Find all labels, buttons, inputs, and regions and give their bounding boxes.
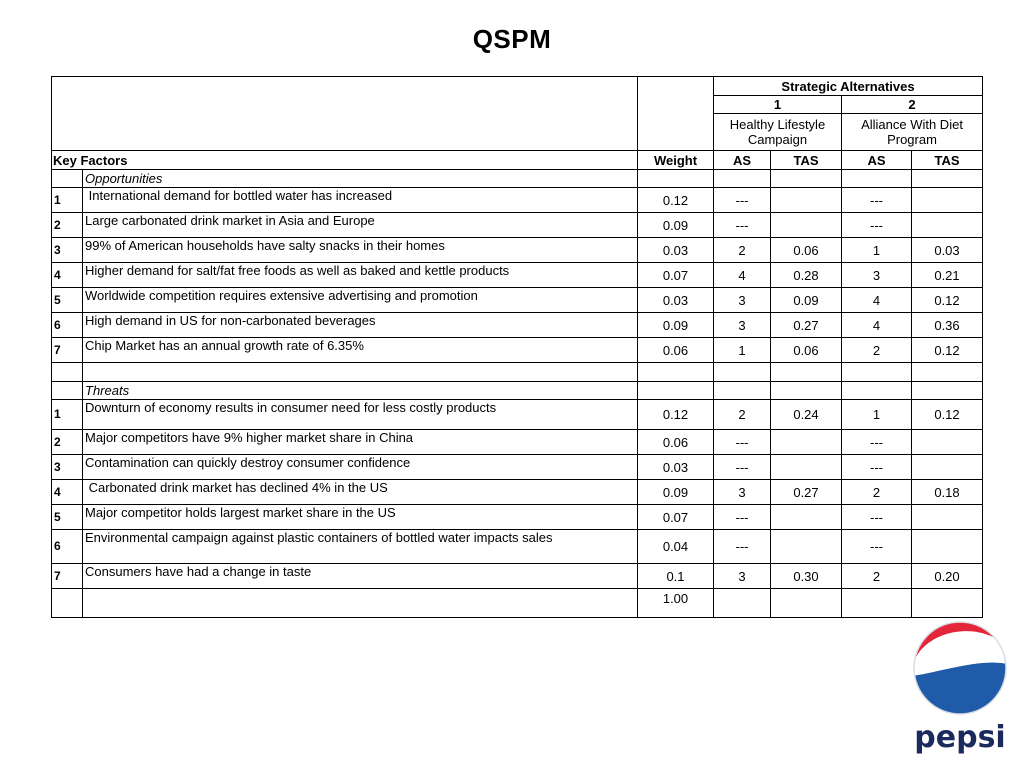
threats-factor: Major competitor holds largest market share in the US: [83, 505, 638, 530]
weight-header: Weight: [638, 151, 714, 170]
threats-tas-alt1: [771, 530, 842, 564]
empty-cell: [842, 363, 912, 382]
tas-header-2: TAS: [912, 151, 983, 170]
threats-section-label: Threats: [83, 382, 638, 400]
threats-weight: 0.09: [638, 480, 714, 505]
opportunities-factor: High demand in US for non-carbonated beverages: [83, 313, 638, 338]
opportunities-as-alt1: ---: [714, 188, 771, 213]
threats-weight: 0.07: [638, 505, 714, 530]
as-header-2: AS: [842, 151, 912, 170]
threats-as-alt1: ---: [714, 530, 771, 564]
threats-tas-alt1: 0.27: [771, 480, 842, 505]
empty-cell: [638, 382, 714, 400]
threats-as-alt2: 2: [842, 564, 912, 589]
threats-tas-alt1: [771, 430, 842, 455]
threats-as-alt2: 2: [842, 480, 912, 505]
threats-weight: 0.03: [638, 455, 714, 480]
empty-cell: [771, 363, 842, 382]
pepsi-wordmark: pepsi: [914, 720, 1006, 755]
threats-tas-alt2: 0.20: [912, 564, 983, 589]
opportunities-as-alt1: ---: [714, 213, 771, 238]
opportunities-as-alt1: 2: [714, 238, 771, 263]
opportunities-row-number: 4: [52, 263, 83, 288]
threats-factor: Downturn of economy results in consumer need for less costly products: [83, 400, 638, 430]
threats-factor: Carbonated drink market has declined 4% in the US: [83, 480, 638, 505]
threats-row-number: 7: [52, 564, 83, 589]
threats-as-alt2: ---: [842, 505, 912, 530]
as-header-1: AS: [714, 151, 771, 170]
alternative-2-name: Alliance With Diet Program: [842, 114, 983, 151]
threats-row: [52, 530, 983, 564]
empty-cell: [912, 363, 983, 382]
threats-as-alt2: ---: [842, 455, 912, 480]
opportunities-as-alt2: ---: [842, 188, 912, 213]
threats-as-alt2: ---: [842, 530, 912, 564]
threats-as-alt2: ---: [842, 430, 912, 455]
empty-cell: [638, 363, 714, 382]
empty-cell: [842, 382, 912, 400]
empty-cell: [912, 382, 983, 400]
opportunities-row: [52, 338, 983, 363]
threats-as-alt1: ---: [714, 430, 771, 455]
threats-factor: Environmental campaign against plastic containers of bottled water impacts sales: [83, 530, 638, 564]
threats-tas-alt2: 0.18: [912, 480, 983, 505]
key-factors-header: Key Factors: [52, 151, 638, 170]
opportunities-as-alt1: 1: [714, 338, 771, 363]
opportunities-as-alt2: ---: [842, 213, 912, 238]
opportunities-row-number: 1: [52, 188, 83, 213]
empty-cell: [52, 589, 83, 618]
threats-tas-alt2: [912, 455, 983, 480]
threats-as-alt1: ---: [714, 455, 771, 480]
threats-row-number: 6: [52, 530, 83, 564]
opportunities-as-alt2: 4: [842, 313, 912, 338]
opportunities-weight: 0.03: [638, 288, 714, 313]
threats-factor: Consumers have had a change in taste: [83, 564, 638, 589]
opportunities-as-alt1: 3: [714, 313, 771, 338]
opportunities-row: [52, 263, 983, 288]
opportunities-row: [52, 213, 983, 238]
page-title: QSPM: [472, 24, 552, 54]
threats-tas-alt1: [771, 505, 842, 530]
threats-tas-alt2: [912, 430, 983, 455]
opportunities-section-label: Opportunities: [83, 170, 638, 188]
qspm-table: [51, 76, 983, 618]
opportunities-as-alt1: 3: [714, 288, 771, 313]
empty-cell: [714, 382, 771, 400]
opportunities-as-alt2: 2: [842, 338, 912, 363]
weight-header-blank: [638, 77, 714, 151]
opportunities-row: [52, 188, 983, 213]
pepsi-globe-icon: [910, 620, 1010, 720]
opportunities-row: [52, 313, 983, 338]
threats-tas-alt1: [771, 455, 842, 480]
total-row: [52, 589, 983, 618]
empty-cell: [842, 589, 912, 618]
opportunities-tas-alt1: [771, 213, 842, 238]
threats-row: [52, 564, 983, 589]
threats-as-alt1: 3: [714, 564, 771, 589]
alternative-1-number: 1: [714, 96, 842, 114]
opportunities-as-alt1: 4: [714, 263, 771, 288]
empty-cell: [83, 589, 638, 618]
pepsi-logo: [910, 620, 1010, 760]
opportunities-tas-alt2: 0.12: [912, 338, 983, 363]
opportunities-row: [52, 238, 983, 263]
opportunities-factor: Worldwide competition requires extensive advertising and promotion: [83, 288, 638, 313]
threats-factor: Major competitors have 9% higher market share in China: [83, 430, 638, 455]
opportunities-row: [52, 288, 983, 313]
threats-row-number: 4: [52, 480, 83, 505]
opportunities-tas-alt1: 0.27: [771, 313, 842, 338]
threats-weight: 0.06: [638, 430, 714, 455]
opportunities-factor: International demand for bottled water has increased: [83, 188, 638, 213]
opportunities-factor: Higher demand for salt/fat free foods as well as baked and kettle products: [83, 263, 638, 288]
empty-cell: [52, 363, 83, 382]
empty-cell: [714, 363, 771, 382]
opportunities-tas-alt2: 0.36: [912, 313, 983, 338]
opportunities-factor: 99% of American households have salty snacks in their homes: [83, 238, 638, 263]
alternative-1-name: Healthy Lifestyle Campaign: [714, 114, 842, 151]
opportunities-row-number: 6: [52, 313, 83, 338]
threats-row-number: 1: [52, 400, 83, 430]
opportunities-tas-alt1: 0.06: [771, 338, 842, 363]
opportunities-tas-alt1: 0.06: [771, 238, 842, 263]
empty-cell: [83, 363, 638, 382]
spacer-row: [52, 363, 983, 382]
alternative-2-number: 2: [842, 96, 983, 114]
threats-weight: 0.12: [638, 400, 714, 430]
threats-tas-alt1: 0.24: [771, 400, 842, 430]
opportunities-weight: 0.09: [638, 213, 714, 238]
total-weight: 1.00: [638, 589, 714, 618]
opportunities-row-number: 3: [52, 238, 83, 263]
opportunities-weight: 0.12: [638, 188, 714, 213]
threats-factor: Contamination can quickly destroy consumer confidence: [83, 455, 638, 480]
empty-cell: [771, 382, 842, 400]
tas-header-1: TAS: [771, 151, 842, 170]
empty-cell: [714, 589, 771, 618]
opportunities-tas-alt2: [912, 213, 983, 238]
opportunities-factor: Chip Market has an annual growth rate of 6.35%: [83, 338, 638, 363]
opportunities-as-alt2: 4: [842, 288, 912, 313]
opportunities-factor: Large carbonated drink market in Asia and Europe: [83, 213, 638, 238]
opportunities-row-number: 5: [52, 288, 83, 313]
opportunities-tas-alt1: 0.28: [771, 263, 842, 288]
opportunities-weight: 0.06: [638, 338, 714, 363]
threats-row: [52, 400, 983, 430]
opportunities-weight: 0.09: [638, 313, 714, 338]
opportunities-tas-alt2: 0.12: [912, 288, 983, 313]
empty-cell: [52, 382, 83, 400]
threats-row: [52, 430, 983, 455]
opportunities-tas-alt2: 0.21: [912, 263, 983, 288]
threats-as-alt1: ---: [714, 505, 771, 530]
header-blank: [52, 77, 638, 151]
threats-tas-alt1: 0.30: [771, 564, 842, 589]
strategic-alternatives-header: Strategic Alternatives: [714, 77, 983, 96]
threats-tas-alt2: 0.12: [912, 400, 983, 430]
threats-row: [52, 455, 983, 480]
opportunities-row-number: 2: [52, 213, 83, 238]
threats-as-alt1: 3: [714, 480, 771, 505]
opportunities-row-number: 7: [52, 338, 83, 363]
threats-row-number: 3: [52, 455, 83, 480]
opportunities-tas-alt1: [771, 188, 842, 213]
threats-tas-alt2: [912, 530, 983, 564]
threats-row: [52, 480, 983, 505]
opportunities-tas-alt2: [912, 188, 983, 213]
opportunities-as-alt2: 3: [842, 263, 912, 288]
opportunities-tas-alt1: 0.09: [771, 288, 842, 313]
opportunities-weight: 0.03: [638, 238, 714, 263]
threats-as-alt2: 1: [842, 400, 912, 430]
threats-tas-alt2: [912, 505, 983, 530]
threats-weight: 0.1: [638, 564, 714, 589]
empty-cell: [771, 589, 842, 618]
opportunities-tas-alt2: 0.03: [912, 238, 983, 263]
opportunities-as-alt2: 1: [842, 238, 912, 263]
threats-row-number: 2: [52, 430, 83, 455]
opportunities-weight: 0.07: [638, 263, 714, 288]
threats-row: [52, 505, 983, 530]
threats-as-alt1: 2: [714, 400, 771, 430]
threats-row-number: 5: [52, 505, 83, 530]
empty-cell: [912, 589, 983, 618]
threats-weight: 0.04: [638, 530, 714, 564]
